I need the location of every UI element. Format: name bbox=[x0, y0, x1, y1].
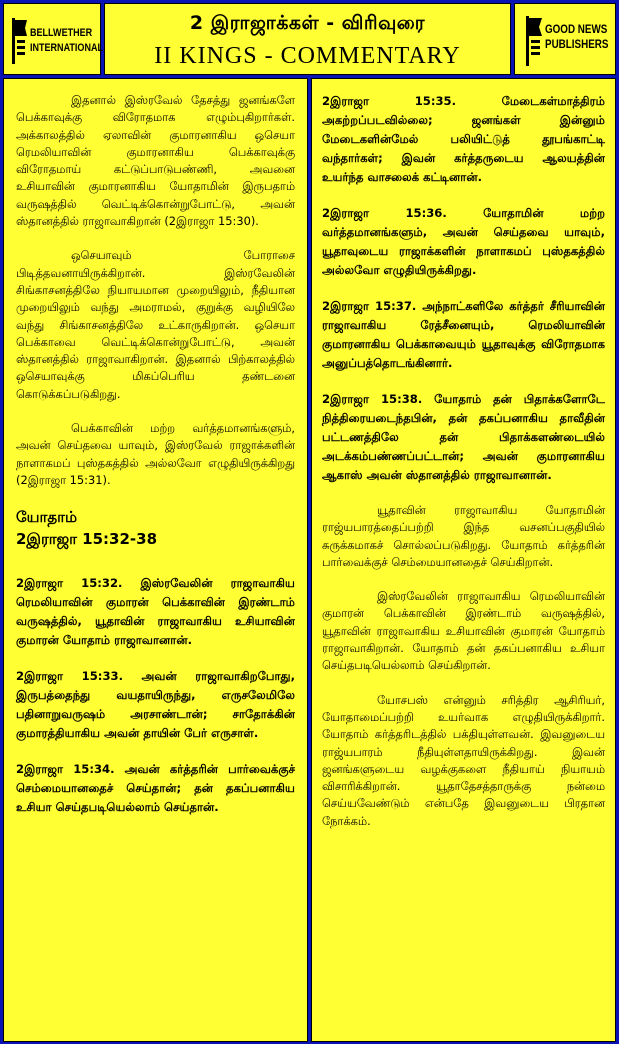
right-column bbox=[311, 78, 616, 1042]
page-title-tamil: 2 இராஜாக்கள் - விரிவுரை bbox=[189, 12, 426, 34]
commentary-paragraph: ஒசெயாவும் போராசை பிடித்தவனாயிருக்கிறான். இஸ்ரவேலின் சிங்காசனத்திலே நியாயமான முறையிலும், நீதியான முறையிலும் வந்து அமராமல், குறுக்கு வழியிலே வந்து சிங்காசனத்திலே உட்காருகிறான். ஒசெயா பெக்காவை வெட்டிக்கொன்றுபோட்டு, அவன் ஸ்தானத்தில் ராஜாவாகிறான். இதனால் பிற்காலத்தில் ஒசெயாவுக்கு மிகப்பெரிய தண்டனை கொடுக்கப்படுகிறது. bbox=[16, 248, 295, 401]
commentary-paragraph: யோசபஸ் என்னும் சரித்திர ஆசிரியர், யோதாமைப்பற்றி உயர்வாக எழுதியிருக்கிறார். யோதாம் கர்த்தரிடத்தில் பக்தியுள்ளவன். இவனுடைய ராஜ்யபாரம் நீதியுள்ளதாயிருக்கிறது. இவன் ஜனங்களுடைய வழக்குகளை நீதியாய் நியாயம் விசாரிக்கிறான். யூதாதேசத்தாருக்கு நன்மை செய்யவேண்டும் என்பதே இவனுடைய பிரதான நோக்கம். bbox=[322, 692, 605, 828]
verse-paragraph: 2இராஜா 15:38. யோதாம் தன் பிதாக்களோடே நித்திரையடைந்தபின், தன் தகப்பனாகிய தாவீதின் பட்டணத்திலே தன் பிதாக்களண்டையில் அடக்கம்பண்ணப்பட்டான்; அவன் குமாரனாகிய ஆகாஸ் அவன் ஸ்தானத்தில் ராஜாவானான். bbox=[322, 392, 605, 482]
verse-paragraph: 2இராஜா 15:34. அவன் கர்த்தரின் பார்வைக்குச் செம்மையானதைச் செய்தான்; தன் தகப்பனாகிய உசியா செய்தபடியெல்லாம் செய்தான். bbox=[16, 762, 295, 815]
section-heading-name: யோதாம் bbox=[16, 508, 78, 527]
page-title-english: II KINGS - COMMENTARY bbox=[154, 43, 461, 69]
bellwether-logo bbox=[3, 3, 101, 75]
section-heading bbox=[16, 506, 295, 550]
commentary-paragraph: இஸ்ரவேலின் ராஜாவாகிய ரெமலியாவின் குமாரன் பெக்காவின் இரண்டாம் வருஷத்தில், யூதாவின் ராஜாவாகிய உசியாவின் குமாரன் யோதாம் ராஜாவாகிறான். யோதாம் தன் தகப்பனாகிய உசியா செய்தபடியெல்லாம் செய்கிறான். bbox=[322, 589, 605, 673]
logo-right-line1: GOOD NEWS bbox=[545, 22, 608, 36]
logo-left-line2: INTERNATIONAL bbox=[30, 42, 103, 54]
good-news-icon bbox=[523, 16, 543, 66]
good-news-logo-text bbox=[545, 22, 608, 52]
verse-paragraph: 2இராஜா 15:36. யோதாமின் மற்ற வர்த்தமானங்களும், அவன் செய்தவை யாவும், யூதாவுடைய ராஜாக்களின் நாளாகமப் புஸ்தகத்தில் அல்லவோ எழுதியிருக்கிறது. bbox=[322, 206, 605, 277]
verse-paragraph: 2இராஜா 15:37. அந்நாட்களிலே கர்த்தர் சீரியாவின் ராஜாவாகிய ரேத்சீனையும், ரெமலியாவின் குமாரனாகிய பெக்காவையும் யூதாவுக்கு விரோதமாக அனுப்பத்தொடங்கினார். bbox=[322, 299, 605, 370]
title-box bbox=[104, 3, 511, 75]
verse-paragraph: 2இராஜா 15:35. மேடைகள்மாத்திரம் அகற்றப்படவில்லை; ஜனங்கள் இன்னும் மேடைகளின்மேல் பலியிட்டுத் தூபங்காட்டி வந்தார்கள்; இவன் கர்த்தருடைய ஆலயத்தின் உயர்ந்த வாசலைக் கட்டினான். bbox=[322, 94, 605, 184]
bellwether-logo-text bbox=[30, 26, 103, 56]
commentary-paragraph: பெக்காவின் மற்ற வர்த்தமானங்களும், அவன் செய்தவை யாவும், இஸ்ரவேல் ராஜாக்களின் நாளாகமப் புஸ்தகத்தில் அல்லவோ எழுதியிருக்கிறது (2இராஜா 15:31). bbox=[16, 421, 295, 487]
logo-left-line1: BELLWETHER bbox=[30, 27, 93, 39]
logo-right-line2: PUBLISHERS bbox=[545, 37, 609, 51]
verse-paragraph: 2இராஜா 15:33. அவன் ராஜாவாகிறபோது, இருபத்தைந்து வயதாயிருந்து, எருசலேமிலே பதினாறுவருஷம் அரசாண்டான்; சாதோக்கின் குமாரத்தியாகிய அவன் தாயின் பேர் எருசாள். bbox=[16, 669, 295, 741]
bellwether-icon bbox=[10, 18, 28, 64]
verse-paragraph: 2இராஜா 15:32. இஸ்ரவேலின் ராஜாவாகிய ரெமலியாவின் குமாரன் பெக்காவின் இரண்டாம் வருஷத்தில், யூதாவின் ராஜாவாகிய உசியாவின் குமாரன் யோதாம் ராஜாவானான். bbox=[16, 576, 295, 648]
commentary-paragraph: யூதாவின் ராஜாவாகிய யோதாமின் ராஜ்யபாரத்தைப்பற்றி இந்த வசனப்பகுதியில் சுருக்கமாகச் சொல்லப்படுகிறது. யோதாம் கர்த்தரின் பார்வைக்குச் செம்மையானதைச் செய்கிறான். bbox=[322, 503, 605, 569]
left-column bbox=[3, 78, 308, 1042]
section-heading-reference: 2இராஜா 15:32-38 bbox=[16, 530, 158, 549]
good-news-logo bbox=[514, 3, 616, 75]
commentary-paragraph: இதனால் இஸ்ரவேல் தேசத்து ஜனங்களே பெக்காவுக்கு விரோதமாக எழும்புகிறார்கள். அக்காலத்தில் ஏலாவின் குமாரனாகிய ஒசெயா ரெமலியாவின் குமாரனாகிய பெக்காவுக்கு விரோதமாய் கட்டுப்பாடுபண்ணி, அவனை உசியாவின் குமாரனாகிய யோதாமின் இருபதாம் வருஷத்தில் வெட்டிக்கொன்றுபோட்டு, அவன் ஸ்தானத்தில் ராஜாவாகிறான் (2இராஜா 15:30). bbox=[16, 93, 295, 229]
